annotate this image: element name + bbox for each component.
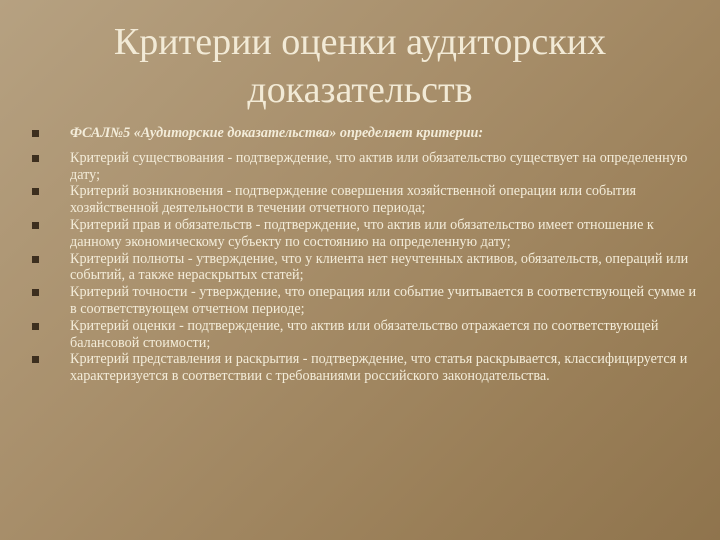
bullet-text: Критерий представления и раскрытия - подтверждение, что статья раскрывается, классифицируется и характеризуется в соответствии с требованиями российского законодательства.: [70, 351, 688, 385]
bullet-text: Критерий полноты - утверждение, что у клиента нет неучтенных активов, обязательств, операций или событий, а также нераскрытых статей;: [70, 250, 689, 284]
bullet-item: [28, 217, 700, 251]
square-bullet-icon: [32, 130, 39, 137]
bullet-item: [28, 284, 700, 318]
bullet-item: [28, 318, 700, 352]
bullet-item: [28, 183, 700, 217]
square-bullet-icon: [32, 356, 39, 363]
square-bullet-icon: [32, 188, 39, 195]
bullet-item: [28, 125, 700, 142]
bullet-list: [28, 125, 700, 385]
bullet-item: [28, 150, 700, 184]
bullet-text: ФСАЛ№5 «Аудиторские доказательства» определяет критерии:: [70, 125, 484, 141]
square-bullet-icon: [32, 155, 39, 162]
square-bullet-icon: [32, 323, 39, 330]
bullet-text: Критерий возникновения - подтверждение совершения хозяйственной операции или события хозяйственной деятельности в течении отчетного периода;: [70, 183, 637, 217]
slide-title: Критерии оценки аудиторских доказательств: [113, 21, 607, 111]
square-bullet-icon: [32, 289, 39, 296]
square-bullet-icon: [32, 222, 39, 229]
bullet-text: Критерий точности - утверждение, что операция или событие учитывается в соответствующей сумме и в соответствующем отчетном периоде;: [70, 284, 697, 317]
bullet-item: [28, 351, 700, 385]
bullet-text: Критерий прав и обязательств - подтверждение, что актив или обязательство имеет отношение к данному экономическому субъекту по состоянию на определенную дату;: [70, 216, 654, 250]
bullet-text: Критерий оценки - подтверждение, что актив или обязательство отражается по соответствующей балансовой стоимости;: [70, 317, 659, 351]
square-bullet-icon: [32, 256, 39, 263]
bullet-text: Критерий существования - подтверждение, что актив или обязательство существует на определенную дату;: [70, 149, 688, 183]
bullet-item: [28, 251, 700, 285]
